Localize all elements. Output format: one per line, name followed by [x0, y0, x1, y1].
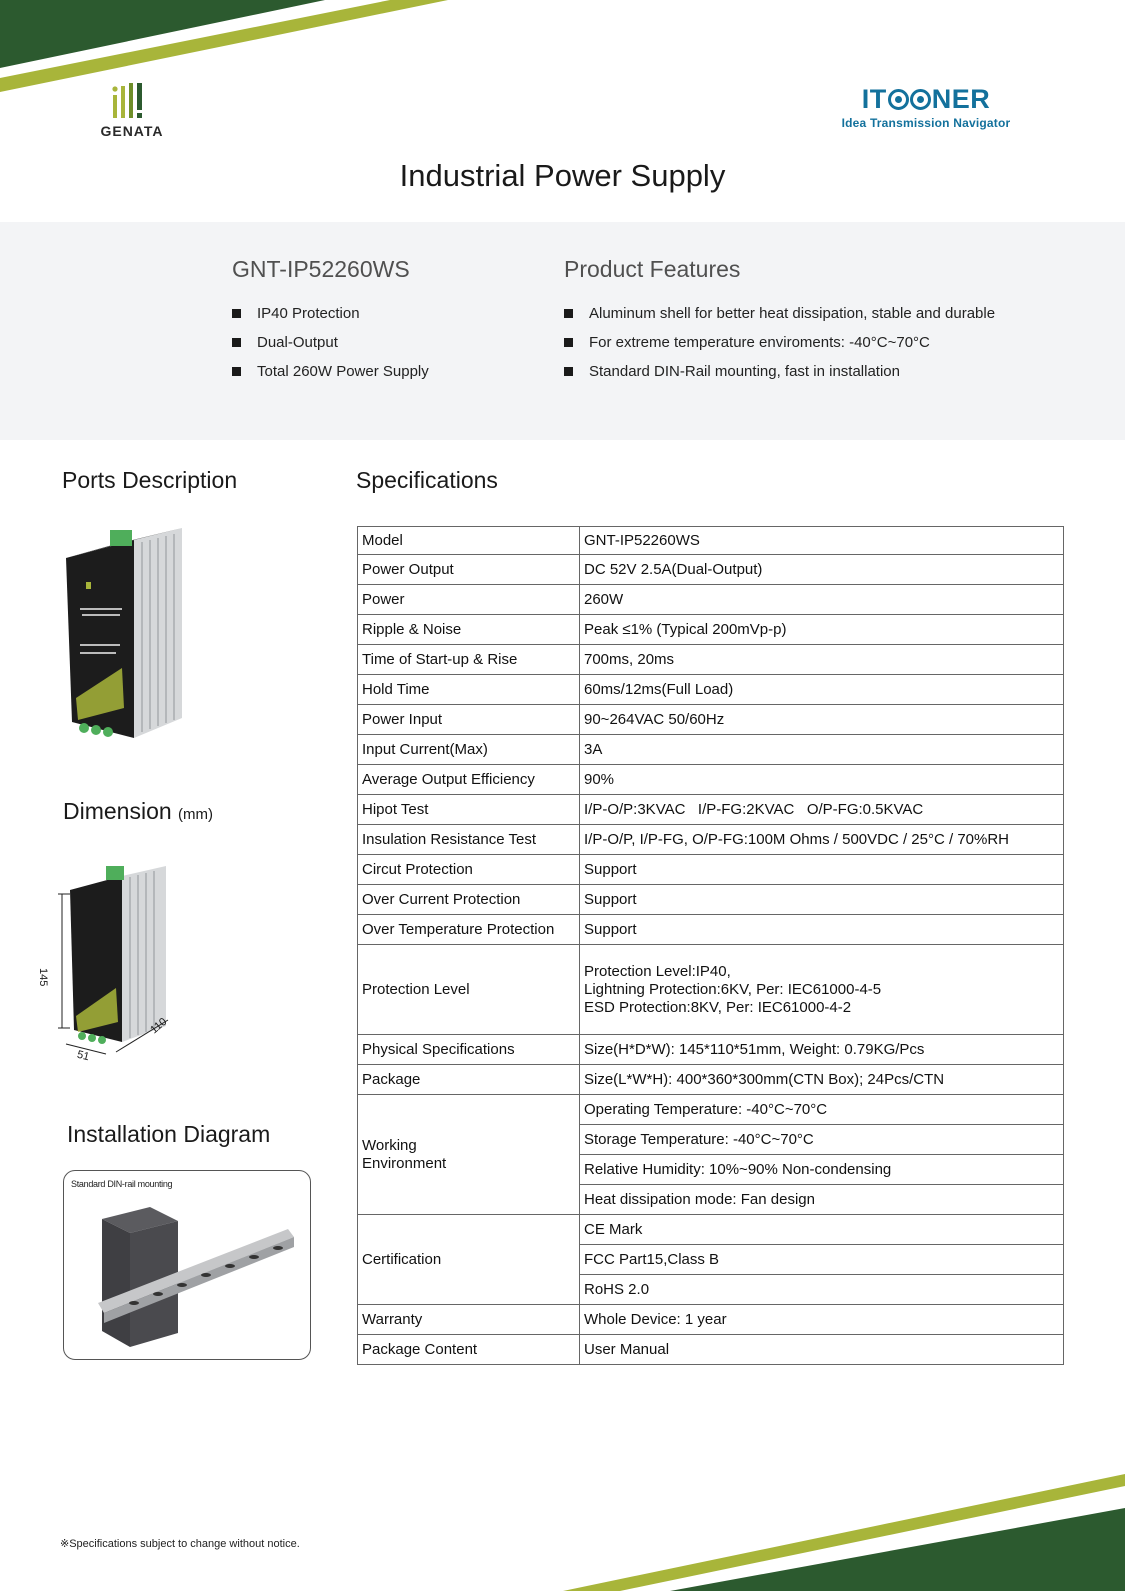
product-features-heading: Product Features	[564, 256, 741, 282]
spec-value: 700ms, 20ms	[580, 645, 1064, 675]
table-row	[358, 1095, 1064, 1125]
ports-description-heading: Ports Description	[62, 467, 238, 493]
genata-logo-mark	[112, 82, 152, 120]
table-row	[358, 825, 1064, 855]
table-row	[358, 585, 1064, 615]
itooner-logo	[826, 84, 1026, 136]
model-heading: GNT-IP52260WS	[232, 256, 410, 282]
spec-value: Support	[580, 885, 1064, 915]
spec-value: 3A	[580, 735, 1064, 765]
spec-value-line: Protection Level:IP40,	[584, 962, 731, 980]
list-item	[564, 357, 995, 386]
table-row	[358, 1065, 1064, 1095]
spec-label: Power	[358, 585, 580, 615]
spec-label: Insulation Resistance Test	[358, 825, 580, 855]
spec-label: Input Current(Max)	[358, 735, 580, 765]
spec-label: Average Output Efficiency	[358, 765, 580, 795]
table-row	[358, 1305, 1064, 1335]
itooner-wordmark-right: NER	[931, 84, 991, 114]
spec-value: I/P-O/P:3KVAC I/P-FG:2KVAC O/P-FG:0.5KVAC	[580, 795, 1064, 825]
spec-label: Physical Specifications	[358, 1035, 580, 1065]
spec-value: GNT-IP52260WS	[580, 527, 1064, 555]
spec-label: Power Input	[358, 705, 580, 735]
dimension-width-label: 51	[75, 1048, 91, 1064]
specifications-heading: Specifications	[356, 467, 498, 493]
spec-value: CE Mark	[580, 1215, 1064, 1245]
spec-value: Size(H*D*W): 145*110*51mm, Weight: 0.79KG/Pcs	[580, 1035, 1064, 1065]
itooner-eyes-icon	[888, 89, 931, 110]
spec-label: Time of Start-up & Rise	[358, 645, 580, 675]
spec-value: Whole Device: 1 year	[580, 1305, 1064, 1335]
square-bullet-icon	[232, 367, 241, 376]
spec-value: 90%	[580, 765, 1064, 795]
square-bullet-icon	[232, 309, 241, 318]
list-item-text: Dual-Output	[257, 334, 338, 351]
list-item	[232, 357, 429, 386]
table-row	[358, 675, 1064, 705]
model-points-list	[232, 299, 429, 386]
spec-value: Heat dissipation mode: Fan design	[580, 1185, 1064, 1215]
spec-label	[358, 1095, 580, 1215]
itooner-wordmark-left: IT	[861, 84, 887, 114]
spec-label: Over Temperature Protection	[358, 915, 580, 945]
itooner-tagline: Idea Transmission Navigator	[841, 116, 1011, 130]
product-features-list	[564, 299, 995, 386]
model-summary	[232, 256, 429, 386]
square-bullet-icon	[564, 367, 573, 376]
spec-value-line: Lightning Protection:6KV, Per: IEC61000-4-5	[584, 980, 882, 998]
table-row	[358, 915, 1064, 945]
spec-label: Package	[358, 1065, 580, 1095]
list-item-text: Total 260W Power Supply	[257, 363, 429, 380]
spec-value: I/P-O/P, I/P-FG, O/P-FG:100M Ohms / 500VDC / 25°C / 70%RH	[580, 825, 1064, 855]
table-row	[358, 527, 1064, 555]
table-row	[358, 1215, 1064, 1245]
spec-value: Support	[580, 915, 1064, 945]
table-row	[358, 615, 1064, 645]
square-bullet-icon	[232, 338, 241, 347]
spec-value: 260W	[580, 585, 1064, 615]
spec-label: Protection Level	[358, 945, 580, 1035]
list-item	[232, 328, 429, 357]
spec-value: Peak ≤1% (Typical 200mVp-p)	[580, 615, 1064, 645]
spec-label: Power Output	[358, 555, 580, 585]
spec-value: FCC Part15,Class B	[580, 1245, 1064, 1275]
spec-value: 60ms/12ms(Full Load)	[580, 675, 1064, 705]
dimension-unit: (mm)	[178, 806, 214, 823]
spec-value: Size(L*W*H): 400*360*300mm(CTN Box); 24Pcs/CTN	[580, 1065, 1064, 1095]
spec-label: Circut Protection	[358, 855, 580, 885]
spec-value: Support	[580, 855, 1064, 885]
table-row	[358, 945, 1064, 1035]
product-features	[564, 256, 995, 386]
list-item-text: IP40 Protection	[257, 305, 360, 322]
spec-label-line: Working	[362, 1136, 417, 1154]
page-title: Industrial Power Supply	[399, 158, 726, 193]
table-row	[358, 555, 1064, 585]
table-row	[358, 705, 1064, 735]
spec-value: Storage Temperature: -40°C~70°C	[580, 1125, 1064, 1155]
features-band	[0, 222, 1125, 440]
spec-label-line: Environment	[362, 1154, 447, 1172]
specification-disclaimer: ※Specifications subject to change without notice.	[60, 1538, 300, 1550]
spec-value	[580, 945, 1064, 1035]
installation-diagram	[63, 1170, 311, 1360]
genata-logo	[96, 82, 168, 142]
table-row	[358, 1035, 1064, 1065]
dimension-height-label: 145	[37, 968, 49, 987]
spec-label: Over Current Protection	[358, 885, 580, 915]
spec-label: Hold Time	[358, 675, 580, 705]
square-bullet-icon	[564, 338, 573, 347]
list-item-text: Aluminum shell for better heat dissipation, stable and durable	[589, 305, 996, 322]
spec-value: Operating Temperature: -40°C~70°C	[580, 1095, 1064, 1125]
table-row	[358, 735, 1064, 765]
spec-label: Hipot Test	[358, 795, 580, 825]
spec-value: DC 52V 2.5A(Dual-Output)	[580, 555, 1064, 585]
spec-label: Package Content	[358, 1335, 580, 1365]
table-row	[358, 885, 1064, 915]
dimension-heading	[63, 798, 213, 825]
spec-value-line: ESD Protection:8KV, Per: IEC61000-4-2	[584, 998, 852, 1016]
installation-diagram-heading: Installation Diagram	[67, 1121, 271, 1147]
list-item	[564, 328, 995, 357]
list-item	[232, 299, 429, 328]
dimension-depth-label: 110	[148, 1015, 170, 1037]
table-row	[358, 645, 1064, 675]
spec-label: Model	[358, 527, 580, 555]
installation-caption: Standard DIN-rail mounting	[71, 1179, 173, 1189]
spec-label: Certification	[358, 1215, 580, 1305]
table-row	[358, 795, 1064, 825]
spec-value: User Manual	[580, 1335, 1064, 1365]
spec-label: Warranty	[358, 1305, 580, 1335]
top-left-corner-decoration	[0, 0, 460, 100]
spec-value: RoHS 2.0	[580, 1275, 1064, 1305]
power-supply-product-image	[58, 528, 198, 748]
list-item-text: For extreme temperature enviroments: -40°C~70°C	[589, 334, 930, 351]
din-rail-mounting-illustration	[64, 1171, 311, 1360]
table-row	[358, 765, 1064, 795]
dimension-heading-text: Dimension	[63, 798, 172, 824]
dimension-drawing	[44, 866, 184, 1066]
table-row	[358, 855, 1064, 885]
table-row	[358, 1335, 1064, 1365]
specifications-table	[357, 526, 1064, 1365]
list-item-text: Standard DIN-Rail mounting, fast in installation	[589, 363, 900, 380]
spec-value: 90~264VAC 50/60Hz	[580, 705, 1064, 735]
square-bullet-icon	[564, 309, 573, 318]
spec-label: Ripple & Noise	[358, 615, 580, 645]
list-item	[564, 299, 995, 328]
itooner-wordmark	[826, 84, 1026, 114]
spec-value: Relative Humidity: 10%~90% Non-condensing	[580, 1155, 1064, 1185]
genata-logo-text: GENATA	[100, 123, 164, 139]
